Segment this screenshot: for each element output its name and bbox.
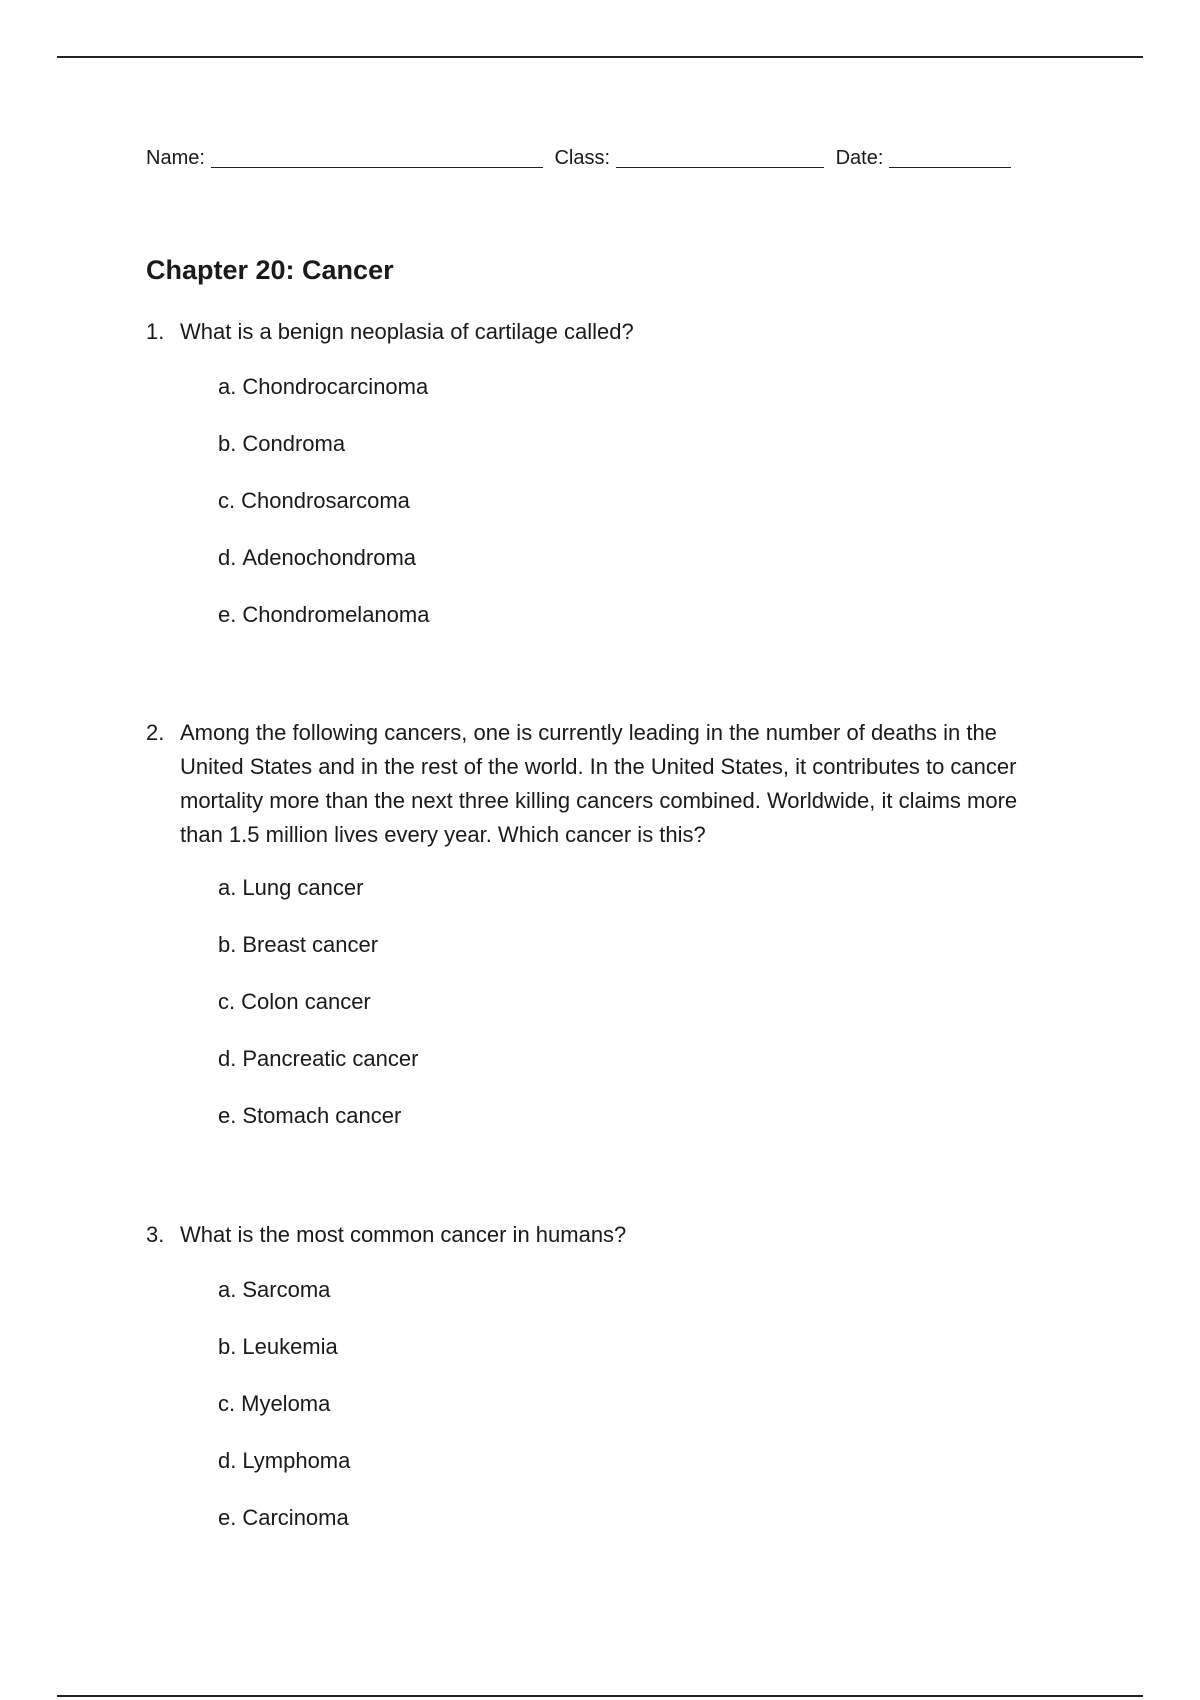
option-text: Chondromelanoma [242,602,430,627]
chapter-title: Chapter 20: Cancer [146,255,394,285]
option-letter: b. [218,431,237,456]
question-2 [146,716,1066,1133]
option-letter: e. [218,1505,237,1530]
option-text: Stomach cancer [242,1103,402,1128]
answer-option-e[interactable] [218,1501,1066,1535]
answer-option-b[interactable] [218,928,1066,962]
option-text: Lymphoma [242,1448,351,1473]
option-letter: a. [218,875,237,900]
option-letter: c. [218,989,236,1014]
option-text: Lung cancer [242,875,364,900]
date-field[interactable] [889,149,1011,168]
option-text: Chondrocarcinoma [242,374,429,399]
class-field[interactable] [616,149,824,168]
answer-option-d[interactable] [218,541,1066,575]
option-letter: e. [218,1103,237,1128]
class-label: Class: [554,147,611,169]
bottom-rule [57,1695,1143,1697]
answer-option-a[interactable] [218,370,1066,404]
question-number: 2. [146,720,165,745]
question-stem [146,315,1066,349]
option-text: Colon cancer [241,989,371,1014]
name-label: Name: [146,147,205,169]
question-text: What is a benign neoplasia of cartilage called? [180,319,634,344]
option-letter: b. [218,932,237,957]
answer-option-a[interactable] [218,871,1066,905]
answer-option-d[interactable] [218,1444,1066,1478]
answer-option-e[interactable] [218,1099,1066,1133]
question-1 [146,315,1066,632]
option-text: Pancreatic cancer [242,1046,419,1071]
option-letter: a. [218,1277,237,1302]
option-letter: e. [218,602,237,627]
date-label: Date: [835,147,884,169]
question-stem [146,1218,1066,1252]
option-letter: a. [218,374,237,399]
answer-option-a[interactable] [218,1273,1066,1307]
option-text: Myeloma [241,1391,331,1416]
option-text: Adenochondroma [242,545,417,570]
student-info-header [146,146,1017,170]
question-text: What is the most common cancer in humans? [180,1222,627,1247]
option-letter: b. [218,1334,237,1359]
answer-options [218,370,1066,632]
option-text: Breast cancer [242,932,379,957]
answer-option-d[interactable] [218,1042,1066,1076]
name-field[interactable] [211,149,543,168]
option-text: Sarcoma [242,1277,331,1302]
option-letter: c. [218,488,236,513]
top-rule [57,56,1143,58]
question-stem [146,716,1066,852]
option-letter: d. [218,1448,237,1473]
answer-option-b[interactable] [218,427,1066,461]
option-text: Chondrosarcoma [241,488,410,513]
answer-option-c[interactable] [218,1387,1066,1421]
option-text: Carcinoma [242,1505,349,1530]
option-letter: d. [218,1046,237,1071]
option-text: Leukemia [242,1334,338,1359]
answer-option-c[interactable] [218,484,1066,518]
option-text: Condroma [242,431,346,456]
option-letter: c. [218,1391,236,1416]
answer-option-e[interactable] [218,598,1066,632]
question-3 [146,1218,1066,1535]
answer-options [218,871,1066,1133]
answer-option-b[interactable] [218,1330,1066,1364]
question-number: 3. [146,1222,165,1247]
question-number: 1. [146,319,165,344]
answer-option-c[interactable] [218,985,1066,1019]
answer-options [218,1273,1066,1535]
question-text: Among the following cancers, one is currently leading in the number of deaths in the United States and in the rest of the world. In the United States, it contributes to cancer mortality more than the next three killing cancers combined. Worldwide, it claims more than 1.5 million lives every year. Which cancer is this? [180,720,1018,847]
option-letter: d. [218,545,237,570]
